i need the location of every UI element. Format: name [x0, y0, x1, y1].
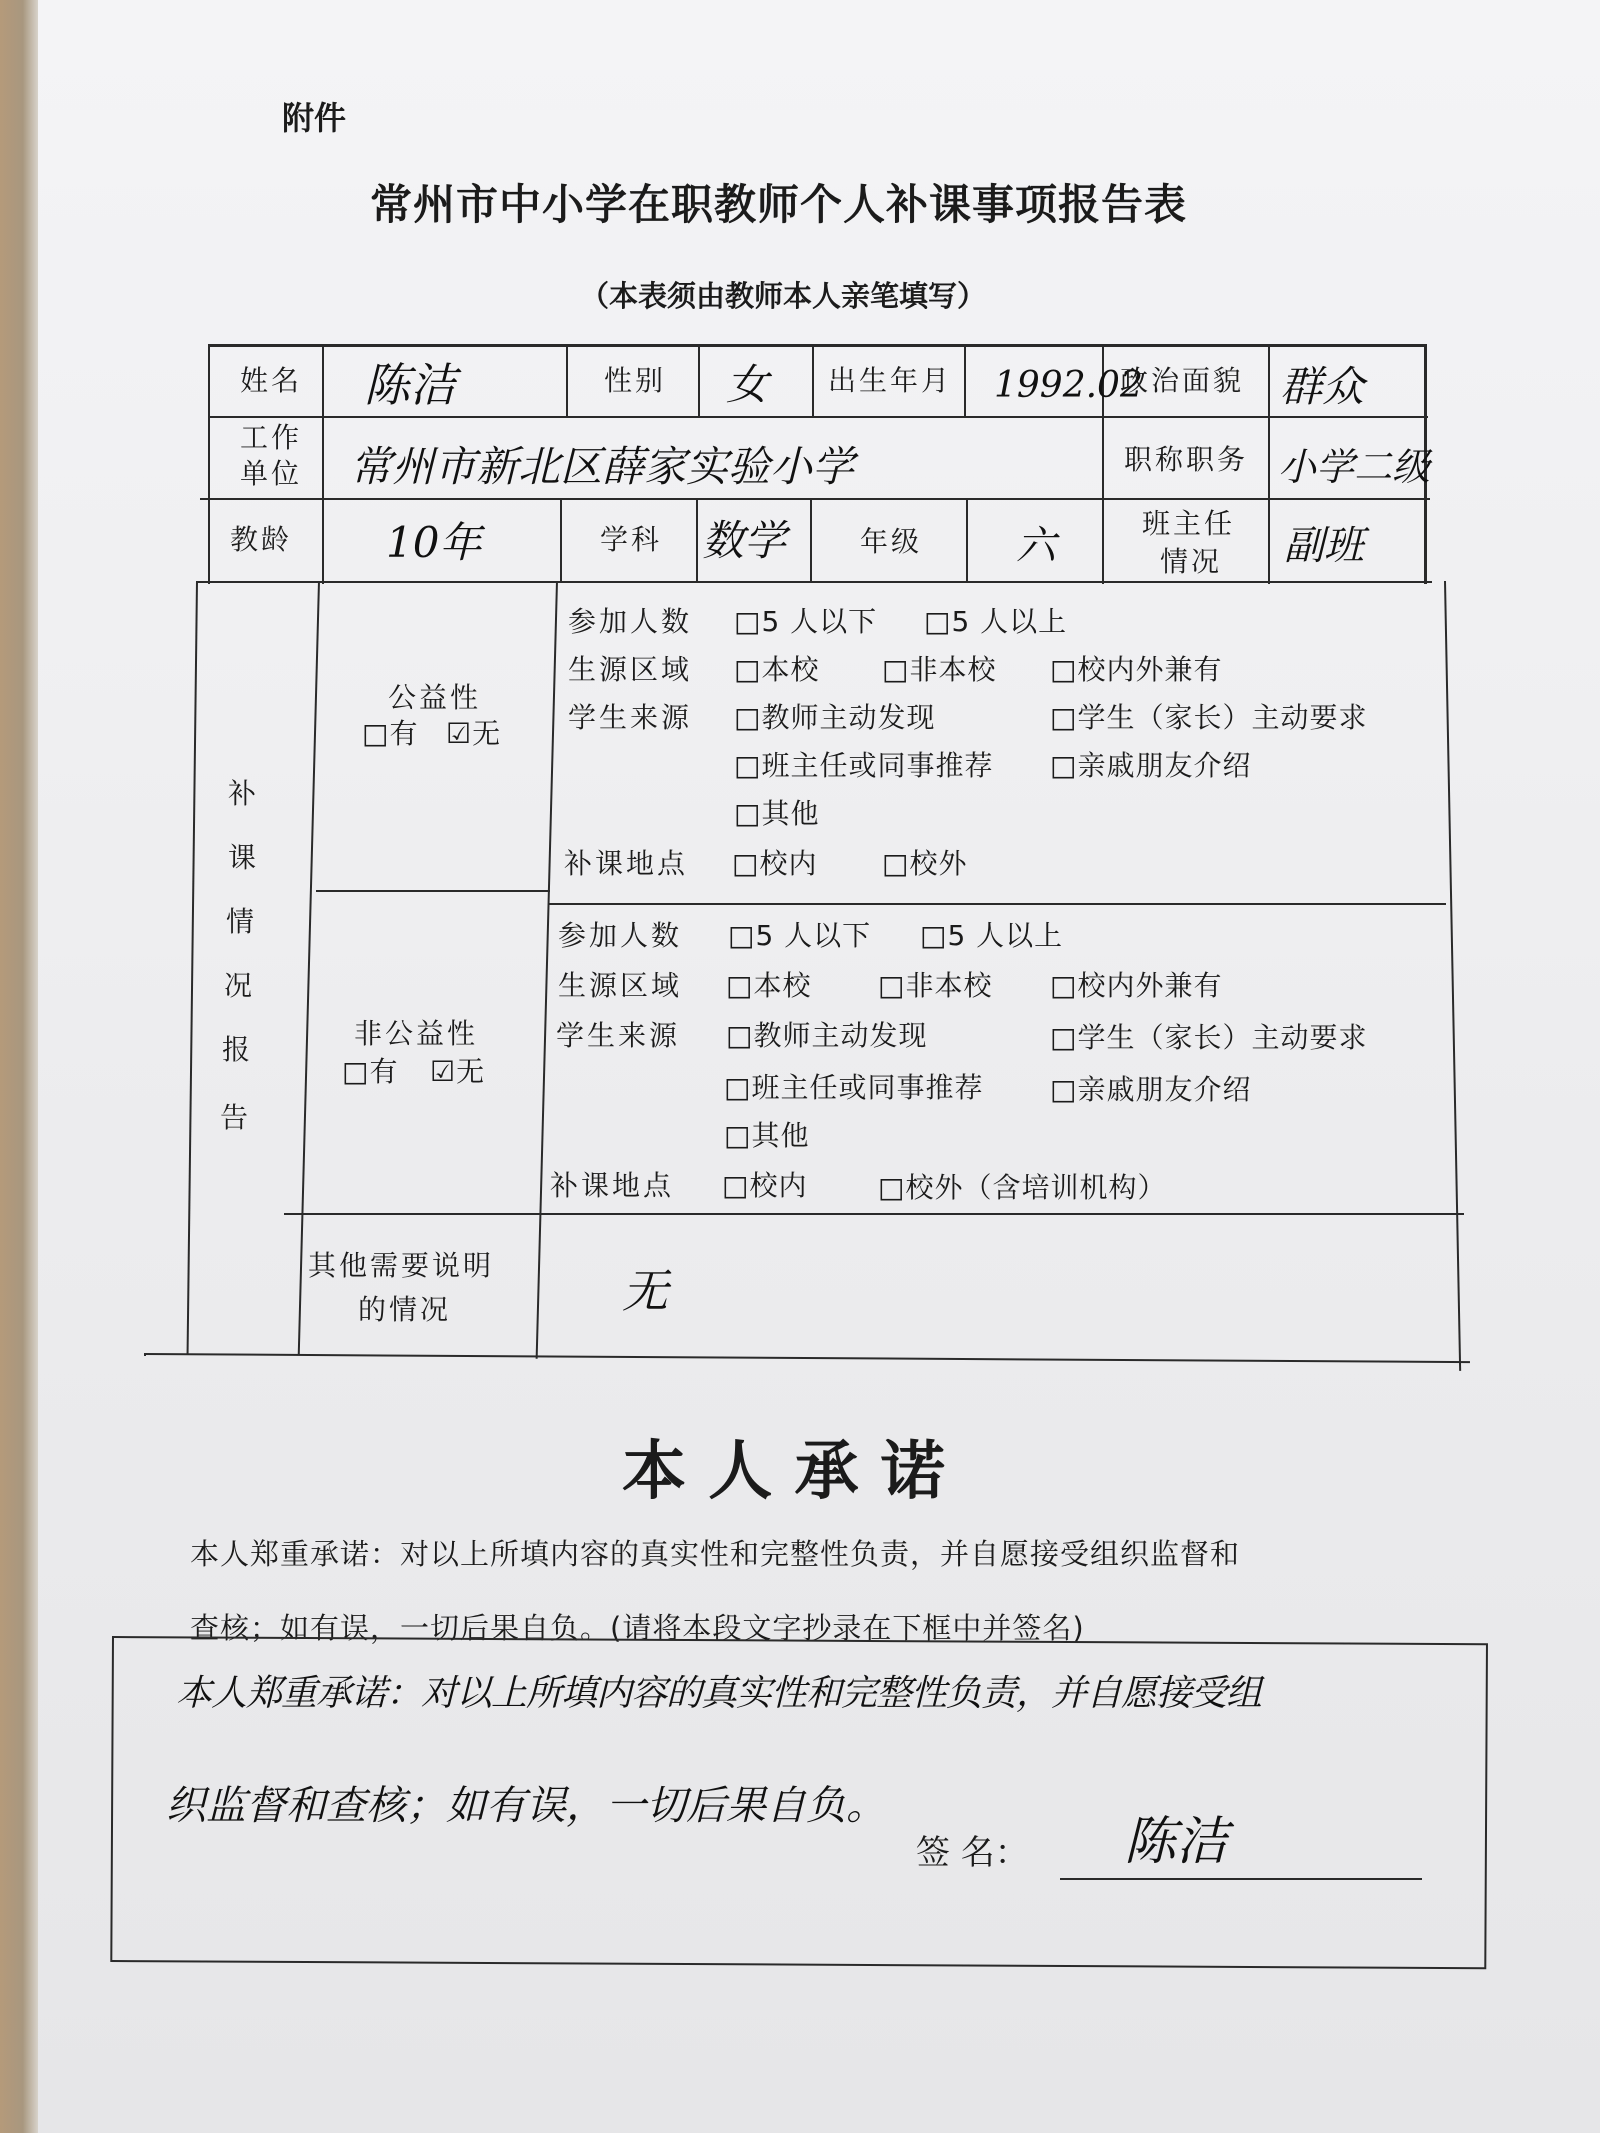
- signature-value: 陈洁: [1124, 1812, 1229, 1872]
- workunit-label-2: 单位: [240, 457, 303, 490]
- workunit-label-1: 工作: [240, 421, 303, 454]
- politics-value: 群众: [1280, 362, 1365, 411]
- public-source-e[interactable]: □其他: [734, 797, 820, 830]
- nonpublic-source-d[interactable]: □亲戚朋友介绍: [1050, 1073, 1252, 1106]
- side-label-5: 报: [222, 1033, 254, 1066]
- public-count-b[interactable]: □5 人以上: [924, 605, 1068, 638]
- public-region-label: 生源区域: [568, 653, 693, 686]
- birth-label: 出生年月: [828, 364, 953, 397]
- nonpublic-source-c[interactable]: □班主任或同事推荐: [724, 1071, 984, 1104]
- nonpublic-source-label: 学生来源: [556, 1019, 681, 1052]
- desk-edge: [0, 0, 38, 2133]
- name-label: 姓名: [240, 364, 303, 397]
- signature-line: [1060, 1878, 1422, 1880]
- nonpublic-count-label: 参加人数: [558, 919, 683, 952]
- other-label-1: 其他需要说明: [308, 1249, 495, 1282]
- public-source-a[interactable]: □教师主动发现: [734, 701, 936, 734]
- homeroom-value: 副班: [1284, 523, 1364, 569]
- form-subtitle: （本表须由教师本人亲笔填写）: [580, 279, 987, 313]
- title-value: 小学二级: [1278, 445, 1431, 489]
- public-source-b[interactable]: □学生（家长）主动要求: [1050, 701, 1368, 734]
- pledge-text-1: 本人郑重承诺：对以上所填内容的真实性和完整性负责，并自愿接受组织监督和: [190, 1537, 1241, 1571]
- nonpublic-count-a[interactable]: □5 人以下: [728, 919, 872, 952]
- name-value: 陈洁: [364, 358, 456, 412]
- homeroom-label-2: 情况: [1160, 545, 1223, 578]
- public-source-c[interactable]: □班主任或同事推荐: [734, 749, 994, 782]
- public-label: 公益性: [388, 681, 482, 714]
- nonpublic-no-checkbox[interactable]: ☑无: [430, 1055, 486, 1088]
- subject-value: 数学: [702, 516, 787, 565]
- attachment-label: 附件: [282, 99, 347, 137]
- nonpublic-region-label: 生源区域: [558, 969, 683, 1002]
- nonpublic-source-b[interactable]: □学生（家长）主动要求: [1050, 1021, 1368, 1054]
- public-count-label: 参加人数: [568, 605, 693, 638]
- public-region-b[interactable]: □非本校: [882, 653, 997, 686]
- homeroom-label-1: 班主任: [1142, 507, 1236, 540]
- public-region-c[interactable]: □校内外兼有: [1050, 653, 1223, 686]
- side-label-4: 况: [224, 969, 256, 1002]
- pledge-heading: 本 人 承 诺: [622, 1434, 945, 1509]
- pledge-hand-line-2: 织监督和查核；如有误，一切后果自负。: [166, 1783, 886, 1829]
- other-value: 无: [622, 1264, 668, 1318]
- side-label-2: 课: [228, 841, 260, 874]
- subject-label: 学科: [600, 523, 663, 556]
- side-label-3: 情: [226, 905, 258, 938]
- nonpublic-place-b[interactable]: □校外（含培训机构）: [878, 1171, 1167, 1204]
- workunit-value: 常州市新北区薛家实验小学: [350, 442, 855, 491]
- pledge-hand-line-1: 本人郑重承诺：对以上所填内容的真实性和完整性负责，并自愿接受组: [176, 1673, 1262, 1714]
- birth-value: 1992.02: [994, 365, 1143, 406]
- side-label-1: 补: [228, 777, 260, 810]
- nonpublic-label: 非公益性: [354, 1017, 479, 1050]
- public-region-a[interactable]: □本校: [734, 653, 820, 686]
- nonpublic-place-label: 补课地点: [550, 1169, 675, 1202]
- public-count-a[interactable]: □5 人以下: [734, 605, 878, 638]
- public-source-label: 学生来源: [568, 701, 693, 734]
- pledge-text-2: 查核；如有误，一切后果自负。(请将本段文字抄录在下框中并签名): [190, 1611, 1085, 1645]
- age-value: 10年: [386, 518, 482, 567]
- public-place-b[interactable]: □校外: [882, 847, 968, 880]
- nonpublic-source-e[interactable]: □其他: [724, 1119, 810, 1152]
- public-source-d[interactable]: □亲戚朋友介绍: [1050, 749, 1252, 782]
- public-place-label: 补课地点: [564, 847, 689, 880]
- age-label: 教龄: [230, 523, 293, 556]
- gender-label: 性别: [604, 364, 667, 397]
- form-title: 常州市中小学在职教师个人补课事项报告表: [370, 180, 1188, 229]
- nonpublic-count-b[interactable]: □5 人以上: [920, 919, 1064, 952]
- gender-value: 女: [726, 360, 769, 409]
- public-no-checkbox[interactable]: ☑无: [446, 717, 502, 750]
- side-label-6: 告: [220, 1101, 252, 1134]
- grade-label: 年级: [860, 525, 923, 558]
- nonpublic-region-b[interactable]: □非本校: [878, 969, 993, 1002]
- signature-label: 签 名：: [916, 1833, 1029, 1873]
- title-label: 职称职务: [1124, 443, 1249, 476]
- public-place-a[interactable]: □校内: [732, 847, 818, 880]
- grade-value: 六: [1016, 523, 1056, 569]
- nonpublic-region-a[interactable]: □本校: [726, 969, 812, 1002]
- politics-label: 政治面貌: [1120, 364, 1245, 397]
- public-yes-checkbox[interactable]: □有: [362, 717, 419, 750]
- nonpublic-yes-checkbox[interactable]: □有: [342, 1055, 399, 1088]
- other-label-2: 的情况: [358, 1293, 452, 1326]
- nonpublic-place-a[interactable]: □校内: [722, 1169, 808, 1202]
- nonpublic-region-c[interactable]: □校内外兼有: [1050, 969, 1223, 1002]
- nonpublic-source-a[interactable]: □教师主动发现: [726, 1019, 928, 1052]
